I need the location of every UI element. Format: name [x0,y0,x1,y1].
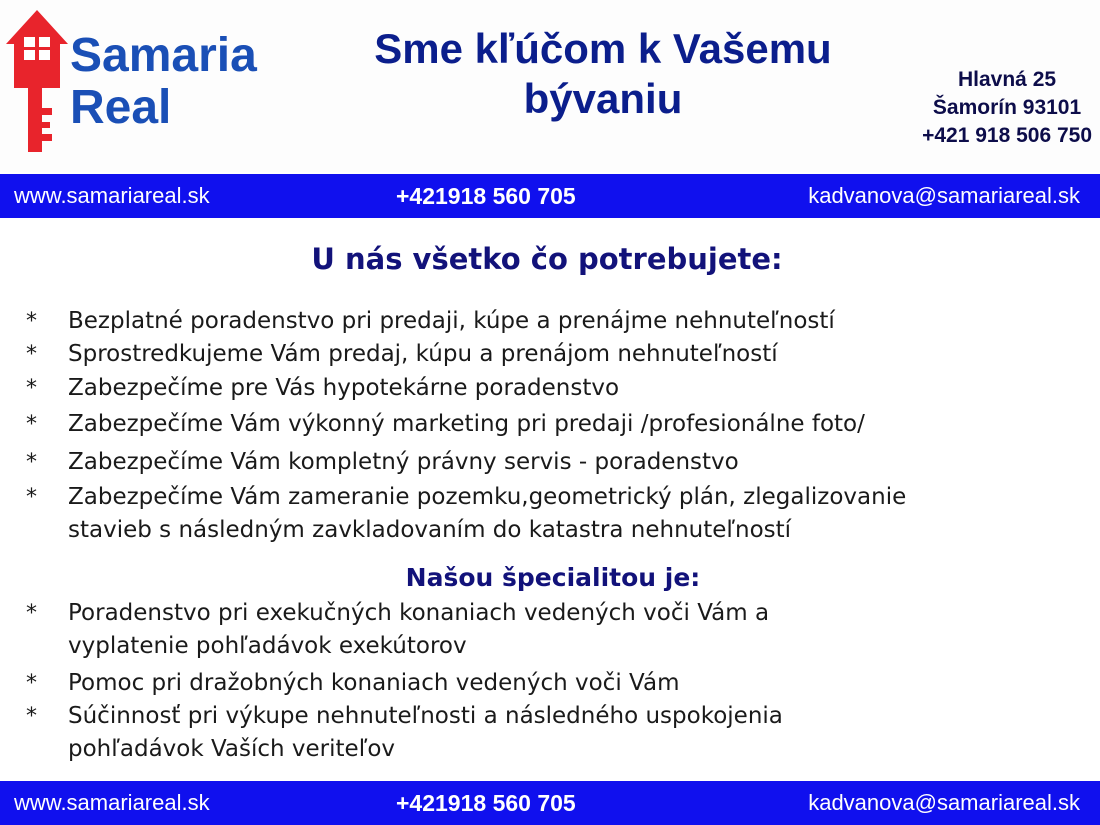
brand-name [70,30,257,134]
specialty-item-text: Poradenstvo pri exekučných konaniach vedených voči Vám a [68,600,770,626]
service-item-text: Sprostredkujeme Vám predaj, kúpu a prenájom nehnuteľností [68,341,778,367]
service-item [26,305,835,338]
brand-line-1: Samaria [70,29,257,82]
bullet-asterisk: * [26,450,37,475]
service-item [26,338,778,371]
service-item-text: Zabezpečíme pre Vás hypotekárne poradenstvo [68,375,620,401]
service-item [26,481,906,547]
specialty-heading: Našou špecialitou je: [405,563,701,592]
phone-link[interactable]: +421918 560 705 [396,790,576,816]
bullet-asterisk: * [26,704,37,729]
specialty-item-text: Súčinnosť pri výkupe nehnuteľnosti a následného uspokojenia [68,703,783,729]
service-item-text: Zabezpečíme Vám kompletný právny servis - poradenstvo [68,449,739,475]
contact-bar-top [0,174,1100,218]
main-heading: U nás všetko čo potrebujete: [311,242,783,276]
contact-bar-bottom [0,781,1100,825]
bullet-asterisk: * [26,376,37,401]
brand-line-2: Real [70,81,172,134]
house-key-logo-icon [4,4,70,156]
bullet-asterisk: * [26,485,37,510]
phone-link[interactable]: +421918 560 705 [396,183,576,209]
address-block [922,66,1092,150]
service-item-text: Zabezpečíme Vám výkonný marketing pri predaji /profesionálne foto/ [68,411,865,437]
service-item-text: Bezplatné poradenstvo pri predaji, kúpe a prenájme nehnuteľností [68,308,835,334]
specialty-item [26,667,679,700]
address-street: Hlavná 25 [958,68,1057,91]
header [0,0,1100,172]
service-item-continuation: stavieb s následným zavkladovaním do katastra nehnuteľností [68,517,792,543]
specialty-item-continuation: pohľadávok Vaších veriteľov [68,736,396,762]
slogan-line-1: Sme kľúčom k Vašemu [374,25,832,72]
slogan-line-2: bývaniu [523,75,683,122]
address-phone: +421 918 506 750 [922,124,1092,147]
website-link[interactable]: www.samariareal.sk [14,790,210,815]
email-link[interactable]: kadvanova@samariareal.sk [808,183,1080,208]
email-link[interactable]: kadvanova@samariareal.sk [808,790,1080,815]
slogan [318,24,888,124]
specialty-item-text: Pomoc pri dražobných konaniach vedených voči Vám [68,670,680,696]
service-item-text: Zabezpečíme Vám zameranie pozemku,geometrický plán, zlegalizovanie [68,484,907,510]
specialty-item [26,700,783,766]
address-city: Šamorín 93101 [932,96,1082,119]
bullet-asterisk: * [26,342,37,367]
bullet-asterisk: * [26,309,37,334]
bullet-asterisk: * [26,601,37,626]
specialty-item-continuation: vyplatenie pohľadávok exekútorov [68,633,467,659]
bullet-asterisk: * [26,671,37,696]
service-item [26,446,739,479]
service-item [26,408,865,441]
website-link[interactable]: www.samariareal.sk [14,183,210,208]
service-item [26,372,619,405]
bullet-asterisk: * [26,412,37,437]
specialty-item [26,597,769,663]
